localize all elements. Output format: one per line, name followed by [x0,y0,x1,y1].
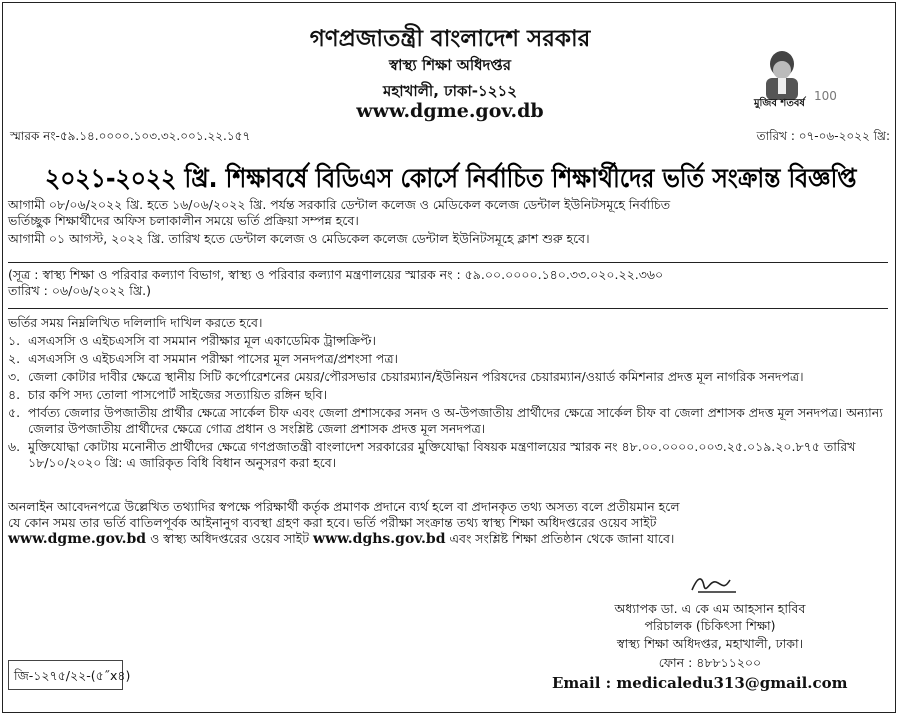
document-item-number: ১. [8,333,21,348]
document-item-number: ৪. [8,387,21,402]
memo-date: তারিখ : ০৭-০৬-২০২২ খ্রি: [756,129,890,143]
header-website: www.dgme.gov.db [356,100,544,122]
class-start-line: আগামী ০১ আগস্ট, ২০২২ খ্রি. তারিখ হতে ডেন্টাল কলেজ ও মেডিকেল কলেজ ডেন্টাল ইউনিটসমূহে ক্লাশ শুরু হবে। [8,231,590,246]
notice-title: ২০২১-২০২২ খ্রি. শিক্ষাবর্ষে বিডিএস কোর্সে নির্বাচিত শিক্ষার্থীদের ভর্তি সংক্রান্ত বিজ্ঞপ্তি [45,164,857,194]
reference-line-2: তারিখ : ০৬/০৬/২০২২ খ্রি.) [8,283,151,298]
contact-email[interactable]: Email : medicaledu313@gmail.com [552,674,848,692]
documents-list [8,333,890,473]
ad-code: জি-১২৭৫/২২-(৫˝x৪) [14,668,131,683]
government-name: গণপ্রজাতন্ত্রী বাংলাদেশ সরকার [309,26,591,52]
reference-line-1: (সূত্র : স্বাস্থ্য শিক্ষা ও পরিবার কল্যাণ বিভাগ, স্বাস্থ্য ও পরিবার কল্যাণ মন্ত্রণালয়ের স্মারক নং : ৫৯.০০.০০০০.১৪০.৩৩.০২০.২২.৩৬০ [8,267,664,282]
admission-line-1: আগামী ০৮/০৬/২০২২ খ্রি. হতে ১৬/০৬/২০২২ খ্রি. পর্যন্ত সরকারি ডেন্টাল কলেজ ও মেডিকেল কলেজ ডেন্টাল ইউনিটসমূহে নির্বাচিত [8,197,671,212]
document-item [8,387,890,403]
office-address: মহাখালী, ঢাকা-১২১২ [382,82,518,100]
signatory-phone: ফোন : ৪৮৮১১২০০ [658,655,762,670]
signatory-office: স্বাস্থ্য শিক্ষা অধিদপ্তর, মহাখালী, ঢাকা। [616,636,804,651]
document-item-text: পার্বত্য জেলার উপজাতীয় প্রার্থীর ক্ষেত্রে সার্কেল চীফ এবং জেলা প্রশাসকের সনদ ও অ-উপজাতীয় প্রার্থীদের ক্ষেত্রে সার্কেল চীফ বা জেলা প্রশাসক প্রদত্ত মূল সনদপত্র। অন্যান্য জেলার উপজাতীয় প্রার্থীদের ক্ষেত্রে গোত্র প্রধান ও সংশ্লিষ্ট জেলা প্রশাসক প্রদত্ত মূল সনদপত্র। [28,405,883,436]
document-item-number: ৩. [8,369,21,384]
document-item-text: মুক্তিযোদ্ধা কোটায় মনোনীত প্রার্থীদের ক্ষেত্রে গণপ্রজাতন্ত্রী বাংলাদেশ সরকারের মুক্তিযোদ্ধা বিষয়ক মন্ত্রণালয়ের স্মারক নং ৪৮.০০.০০০০.০০৩.২৫.০১৯.২০.৮৭৫ তারিখ ১৮/১০/২০২০ খ্রি: এ জারিকৃত বিধি বিধান অনুসরণ করা হবে। [28,439,856,470]
signatory-name: অধ্যাপক ডা. এ কে এম আহসান হাবিব [614,601,806,616]
mujib-100-logo [752,48,844,110]
document-item-text: জেলা কোটার দাবীর ক্ষেত্রে স্থানীয় সিটি কর্পোরেশনের মেয়র/পৌরসভার চেয়ারম্যান/ইউনিয়ন পরিষদের চেয়ারম্যান/ওয়ার্ড কমিশনার প্রদত্ত মূল নাগরিক সনদপত্র। [28,369,804,384]
reference-block [8,267,888,299]
document-item [8,351,890,367]
directorate-name: স্বাস্থ্য শিক্ষা অধিদপ্তর [388,56,512,74]
closing-line-3 [8,531,888,547]
divider [8,262,888,263]
document-item-text: এসএসসি ও এইচএসসি বা সমমান পরীক্ষার মূল একাডেমিক ট্রান্সক্রিপ্ট। [28,333,376,348]
document-item [8,333,890,349]
documents-intro: ভর্তির সময় নিম্নলিখিত দলিলাদি দাখিল করতে হবে। [8,315,263,330]
document-item [8,405,890,437]
closing-mid-text: ও স্বাস্থ্য অধিদপ্তরের ওয়েব সাইট [146,531,314,546]
signature-mark [688,572,742,598]
closing-paragraph [8,499,888,547]
divider [8,308,888,309]
admission-line-2: ভর্তিচ্ছুক শিক্ষার্থীদের অফিস চলাকালীন সময়ে ভর্তি প্রক্রিয়া সম্পন্ন হবে। [8,213,359,228]
closing-tail-text: এবং সংশ্লিষ্ট শিক্ষা প্রতিষ্ঠান থেকে জানা যাবে। [445,531,675,546]
closing-line-2: যে কোন সময় তার ভর্তি বাতিলপূর্বক আইনানুগ ব্যবস্থা গ্রহণ করা হবে। ভর্তি পরীক্ষা সংক্রান্ত তথ্য স্বাস্থ্য শিক্ষা অধিদপ্তরের ওয়েব সাইট [8,515,657,530]
memo-number: স্মারক নং-৫৯.১৪.০০০০.১০৩.৩২.০০১.২২.১৫৭ [10,129,251,143]
logo-caption: মুজিব শতবর্ষ [754,98,805,109]
document-item-text: এসএসসি ও এইচএসসি বা সমমান পরীক্ষা পাসের মূল সনদপত্র/প্রশংসা পত্র। [28,351,398,366]
document-item [8,369,890,385]
signatory-designation: পরিচালক (চিকিৎসা শিক্ষা) [644,618,776,633]
closing-line-1: অনলাইন আবেদনপত্রে উল্লেখিত তথ্যাদির স্বপক্ষে পরিক্ষার্থী কর্তৃক প্রমাণক প্রদানে ব্যর্থ হলে বা প্রদানকৃত তথ্য অসত্য বলে প্রতীয়মান হলে [8,499,680,514]
document-item-text: চার কপি সদ্য তোলা পাসপোর্ট সাইজের সত্যায়িত রঙ্গিন ছবি। [28,387,328,402]
logo-number: 100 [814,89,837,103]
document-item-number: ২. [8,351,21,366]
dghs-website-link[interactable]: www.dghs.gov.bd [313,531,446,547]
document-item-number: ৫. [8,405,21,420]
document-item [8,439,890,471]
document-item-number: ৬. [8,439,21,454]
dgme-website-link[interactable]: www.dgme.gov.bd [8,531,147,547]
admission-paragraph [8,197,888,247]
